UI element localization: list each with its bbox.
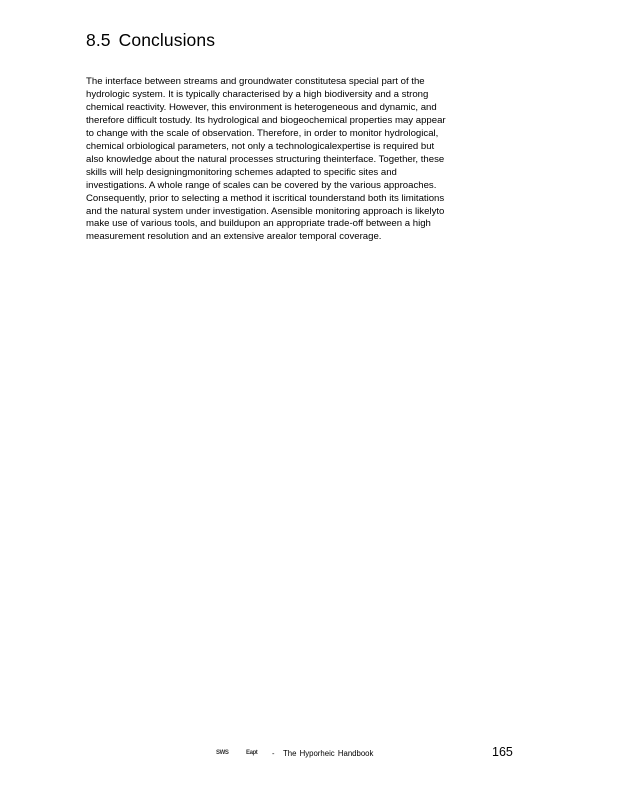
page-footer: [0, 744, 618, 764]
body-line: chemical reactivity. However, this environment is heterogeneous and dynamic, and: [86, 101, 437, 113]
page-number: 165: [492, 745, 513, 759]
body-line: make use of various tools, and buildupon an appropriate trade-off between a high: [86, 218, 431, 230]
footer-book-title: The Hyporheic Handbook: [283, 749, 374, 758]
body-line: Consequently, prior to selecting a method it iscritical tounderstand both its limitations: [86, 192, 445, 204]
footer-separator: -: [272, 749, 275, 758]
section-number: 8.5: [86, 30, 111, 50]
body-line: chemical orbiological parameters, not only a technologicalexpertise is required but: [86, 140, 435, 152]
body-line: skills will help designingmonitoring schemes adapted to specific sites and: [86, 166, 397, 178]
body-line: The interface between streams and groundwater constitutesa special part of the: [86, 76, 425, 87]
body-line: measurement resolution and an extensive arealor temporal coverage.: [86, 231, 382, 243]
section-title: Conclusions: [118, 30, 216, 50]
footer-logo-left: SWS: [216, 750, 229, 756]
footer-logo-right: Eapt: [246, 750, 258, 756]
body-line: therefore difficult tostudy. Its hydrological and biogeochemical properties may appear: [86, 114, 446, 126]
section-heading: [86, 30, 215, 51]
body-line: hydrologic system. It is typically characterised by a high biodiversity and a strong: [86, 88, 429, 100]
body-line: investigations. A whole range of scales can be covered by the various approaches.: [86, 179, 437, 191]
body-line: and the natural system under investigation. Asensible monitoring approach is likelyto: [86, 205, 445, 217]
body-paragraph: [86, 76, 518, 244]
body-line: also knowledge about the natural processes structuring theinterface. Together, these: [86, 153, 445, 165]
body-line: to change with the scale of observation. Therefore, in order to monitor hydrological,: [86, 127, 439, 139]
